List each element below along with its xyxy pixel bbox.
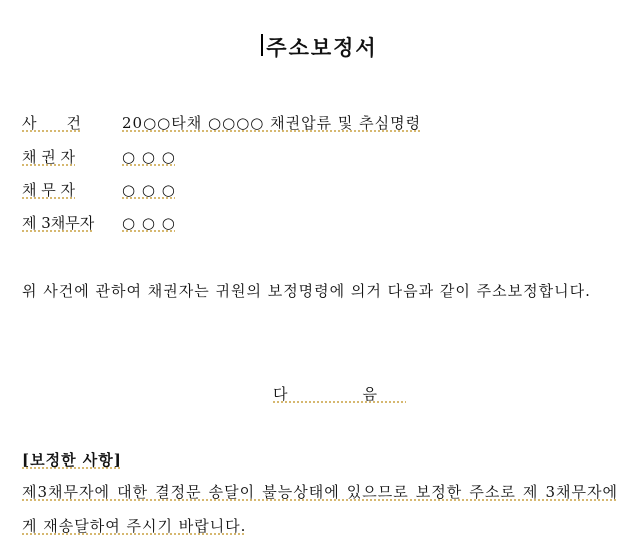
correction-text bbox=[22, 475, 618, 543]
section-heading-next bbox=[0, 383, 640, 404]
creditor-value: ○ ○ ○ bbox=[122, 148, 176, 166]
section-heading-text: 다 음 bbox=[273, 385, 407, 403]
correction-heading bbox=[22, 449, 122, 470]
title-block bbox=[0, 32, 640, 62]
third-debtor-value: ○ ○ ○ bbox=[122, 214, 176, 232]
correction-heading-text: [보정한 사항] bbox=[22, 451, 122, 469]
creditor-row bbox=[22, 147, 176, 167]
debtor-label: 채 무 자 bbox=[22, 181, 76, 199]
debtor-row bbox=[22, 180, 176, 200]
case-value: 20○○타채 ○○○○ 채권압류 및 추심명령 bbox=[122, 114, 422, 132]
correction-text-body: 제3채무자에 대한 결정문 송달이 불능상태에 있으므로 보정한 주소로 제 3채무자에게 재송달하여 주시기 바랍니다. bbox=[22, 483, 618, 535]
debtor-value: ○ ○ ○ bbox=[122, 181, 176, 199]
document-title bbox=[262, 32, 377, 62]
case-label: 사 건 bbox=[22, 114, 81, 132]
third-debtor-row bbox=[22, 213, 176, 233]
document-title-text: 주소보정서 bbox=[266, 35, 378, 60]
creditor-label: 채 권 자 bbox=[22, 148, 76, 166]
text-cursor bbox=[261, 34, 263, 56]
intro-paragraph: 위 사건에 관하여 채권자는 귀원의 보정명령에 의거 다음과 같이 주소보정합니다. bbox=[22, 282, 591, 300]
third-debtor-label: 제 3채무자 bbox=[22, 214, 95, 232]
case-row bbox=[22, 113, 421, 133]
